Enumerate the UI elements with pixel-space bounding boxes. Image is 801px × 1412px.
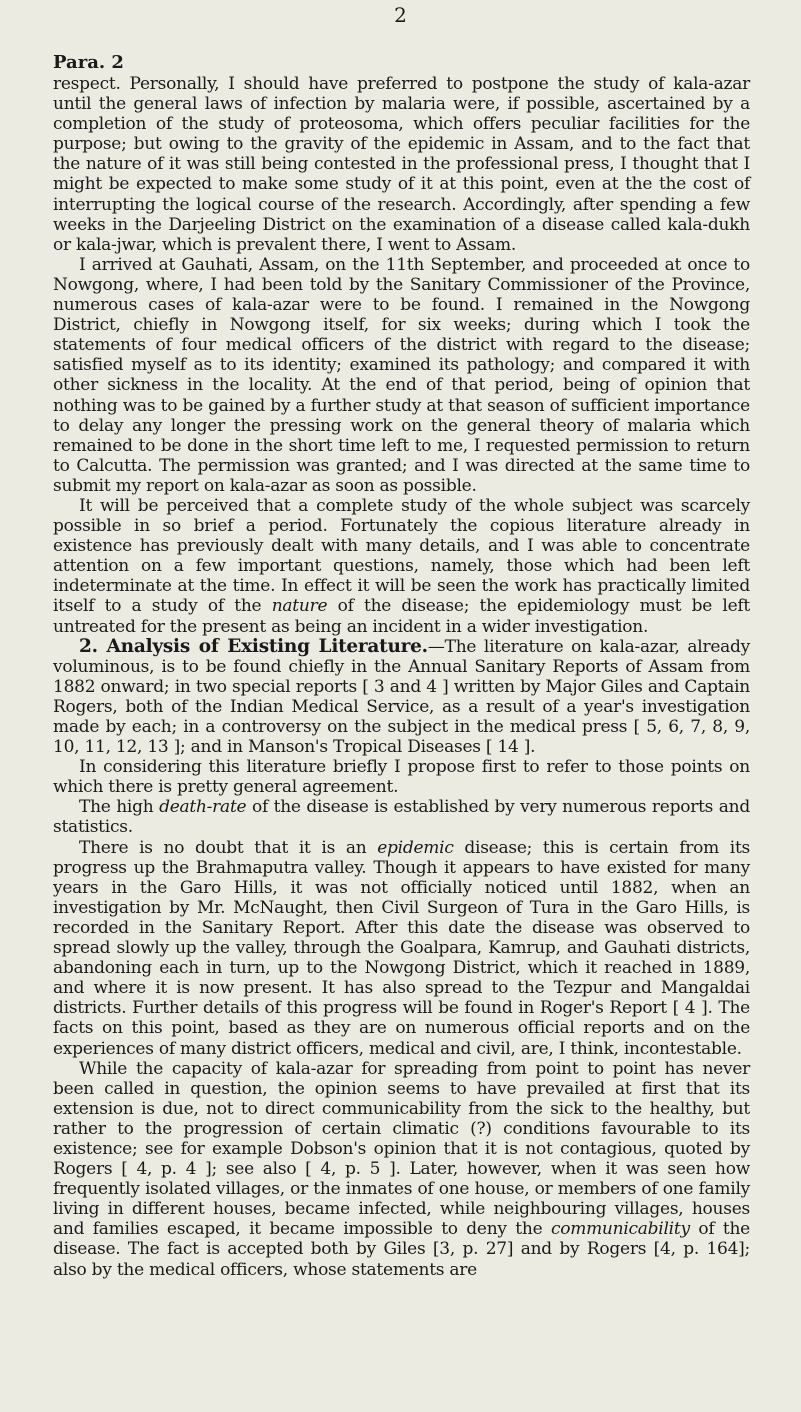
paragraph-4: [53, 637, 750, 758]
paragraph-3: [53, 496, 750, 637]
paragraph-label: Para. 2: [53, 52, 124, 73]
paragraph-7-text-after: disease; this is certain from its progress up the Brahmaputra valley. Though it appears to have existed for many years in the Garo Hills, it was not officially noticed until 1882, when an investigation by Mr. McNaught, then Civil Surgeon of Tura in the Garo Hills, is recorded in the Sanitary Report. After this date the disease was observed to spread slowly up the valley, through the Goalpara, Kamrup, and Gauhati districts, abandoning each in turn, up to the Nowgong District, which it reached in 1889, and where it is now present. It has also spread to the Tezpur and Mangaldai districts. Further details of this progress will be found in Roger's Report [ 4 ]. The facts on this point, based as they are on numerous official reports and on the experiences of many district officers, medical and civil, are, I think, incontestable.: [53, 837, 750, 1059]
paragraph-7-text-before: There is no doubt that it is an: [79, 837, 378, 858]
paragraph-3-text-after: of the disease; the epidemiology must be left untreated for the present as being an incident in a wider investigation.: [53, 596, 750, 637]
paragraph-6-text-before: The high: [79, 797, 160, 818]
paragraph-3-text-before: It will be perceived that a complete study of the whole subject was scarcely possible in so brief a period. Fortunately the copious literature already in existence has previously dealt with many details, and I was able to concentrate attention on a few important questions, namely, those which had been left indeterminate at the time. In effect it will be seen the work has practically limited itself to a study of the: [53, 495, 750, 617]
section-heading: 2. Analysis of Existing Literature.: [79, 635, 428, 657]
paragraph-4-text: —The literature on kala-azar, already voluminous, is to be found chiefly in the Annual Sanitary Reports of Assam from 1882 onward; in two special reports [ 3 and 4 ] written by Major Giles and Captain Rogers, both of the Indian Medical Service, as a result of a year's investigation made by each; in a controversy on the subject in the medical press [ 5, 6, 7, 8, 9, 10, 11, 12, 13 ]; and in Manson's Tropical Diseases [ 14 ].: [53, 636, 751, 758]
paragraph-6-text-after: of the disease is established by very numerous reports and statistics.: [53, 797, 750, 838]
paragraph-8-text-before: While the capacity of kala-azar for spreading from point to point has never been called in question, the opinion seems to have prevailed at first that its extension is due, not to direct communicability from the sick to the healthy, but rather to the progression of certain climatic (?) conditions favourable to its existence; see for example Dobson's opinion that it is not contagious, quoted by Rogers [ 4, p. 4 ]; see also [ 4, p. 5 ]. Later, however, when it was seen how frequently isolated villages, or the inmates of one house, or members of one family living in different houses, became infected, while neighbouring villages, houses and families escaped, it became impossible to deny the: [53, 1058, 750, 1240]
paragraph-5: In considering this literature briefly I propose first to refer to those points on which there is pretty general agreement.: [53, 757, 750, 798]
paragraph-6-emphasis: death-rate: [159, 797, 247, 818]
paragraph-8-text-after: of the disease. The fact is accepted both by Giles [3, p. 27] and by Rogers [4, p. 164]; also by the medical officers, whose statements are: [53, 1219, 750, 1280]
paragraph-2: I arrived at Gauhati, Assam, on the 11th September, and proceeded at once to Nowgong, where, I had been told by the Sanitary Commissioner of the Province, numerous cases of kala-azar were to be found. I remained in the Nowgong District, chiefly in Nowgong itself, for six weeks; during which I took the statements of four medical officers of the district with regard to the disease; satisfied myself as to its identity; examined its pathology; and compared it with other sickness in the locality. At the end of that period, being of opinion that nothing was to be gained by a further study at that season of sufficient importance to delay any longer the pressing work on the general theory of malaria which remained to be done in the short time left to me, I requested permission to return to Calcutta. The permission was granted; and I was directed at the same time to submit my report on kala-azar as soon as possible.: [53, 254, 750, 496]
paragraph-8: [53, 1059, 750, 1280]
paragraph-6: [53, 797, 750, 837]
paragraph-8-emphasis: communicability: [550, 1219, 690, 1240]
paragraph-7-emphasis: epidemic: [377, 837, 454, 858]
paragraph-1: respect. Personally, I should have preferred to postpone the study of kala-azar until the general laws of infection by malaria were, if possible, ascertained by a completion of the study of proteosoma, which offers peculiar facilities for the purpose; but owing to the gravity of the epidemic in Assam, and to the fact that the nature of it was still being contested in the professional press, I thought that I might be expected to make some study of it at this point, even at the the cost of interrupting the logical course of the research. Accordingly, after spending a few weeks in the Darjeeling District on the examination of a disease called kala-dukh or kala-jwar, which is prevalent there, I went to Assam.: [53, 74, 750, 255]
body-text: [53, 74, 750, 1280]
paragraph-7: [53, 838, 750, 1059]
page-number: 2: [394, 3, 407, 27]
paragraph-3-emphasis: nature: [271, 596, 328, 617]
